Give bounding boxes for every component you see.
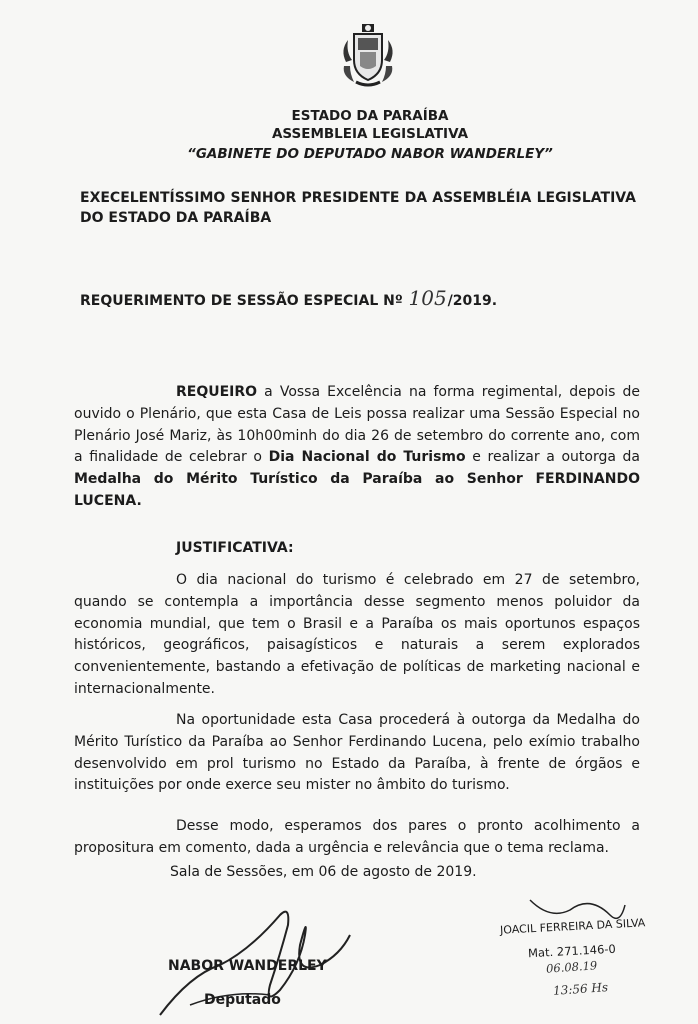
- request-paragraph: [74, 382, 640, 513]
- justification-paragraph-3: Desse modo, esperamos dos pares o pronto acolhimento a propositura em comento, dada a urgência e relevância que o tema reclama.: [74, 818, 640, 856]
- justification-paragraph-2: Na oportunidade esta Casa procederá à outorga da Medalha do Mérito Turístico da Paraíba ao Senhor Ferdinando Lucena, pelo exímio trabalho desenvolvido em prol turismo no Estado da Paraíba, à frente de órgãos e instituições por onde exerce seu mister no âmbito do turismo.: [74, 712, 640, 794]
- session-date-line: Sala de Sessões, em 06 de agosto de 2019.: [170, 864, 477, 880]
- receipt-date-handwritten: 06.08.19: [545, 958, 598, 976]
- receipt-registration: Mat. 271.146-0: [527, 941, 617, 961]
- request-lead: REQUEIRO: [176, 384, 258, 400]
- justification-paragraph-1: O dia nacional do turismo é celebrado em 27 de setembro, quando se contempla a importância desse segmento menos poluidor da economia mundial, que tem o Brasil e a Paraíba os mais oportunos espaços históricos, geográficos, paisagísticos e naturais a serem explorados convenientemente, bastando a efetivação de políticas de marketing nacional e internacionalmente.: [74, 572, 640, 697]
- request-text-a: a Vossa Excelência na forma regimental, depois de ouvido o Plenário, que esta Casa de Leis possa realizar uma Sessão Especial no Plenário José Mariz, às 10h00minh do dia 26 de setembro do corrente ano, com a finalidade de celebrar o: [74, 384, 640, 466]
- header-assembly: ASSEMBLEIA LEGISLATIVA: [271, 126, 469, 142]
- request-title-prefix: REQUERIMENTO DE SESSÃO ESPECIAL Nº: [80, 293, 403, 309]
- receipt-time-handwritten: 13:56 Hs: [552, 980, 609, 998]
- receipt-name-stamp: JOACIL FERREIRA DA SILVA: [499, 916, 646, 937]
- request-bold-b: Medalha do Mérito Turístico da Paraíba ao Senhor FERDINANDO LUCENA.: [74, 471, 640, 509]
- request-title: [80, 286, 497, 310]
- header-state: ESTADO DA PARAÍBA: [291, 108, 449, 124]
- signer-name: NABOR WANDERLEY: [168, 958, 327, 974]
- request-title-suffix: /2019.: [447, 293, 498, 309]
- signer-role: Deputado: [204, 992, 281, 1008]
- request-text-b: e realizar a outorga da: [465, 449, 641, 466]
- header-cabinet: “GABINETE DO DEPUTADO NABOR WANDERLEY”: [187, 146, 553, 162]
- request-number-handwritten: 105: [408, 286, 447, 310]
- request-bold-a: Dia Nacional do Turismo: [268, 449, 466, 466]
- coat-of-arms-seal: [336, 22, 400, 90]
- addressee: EXECELENTÍSSIMO SENHOR PRESIDENTE DA ASSEMBLÉIA LEGISLATIVA DO ESTADO DA PARAÍBA: [80, 190, 636, 226]
- justification-title: JUSTIFICATIVA:: [176, 540, 294, 556]
